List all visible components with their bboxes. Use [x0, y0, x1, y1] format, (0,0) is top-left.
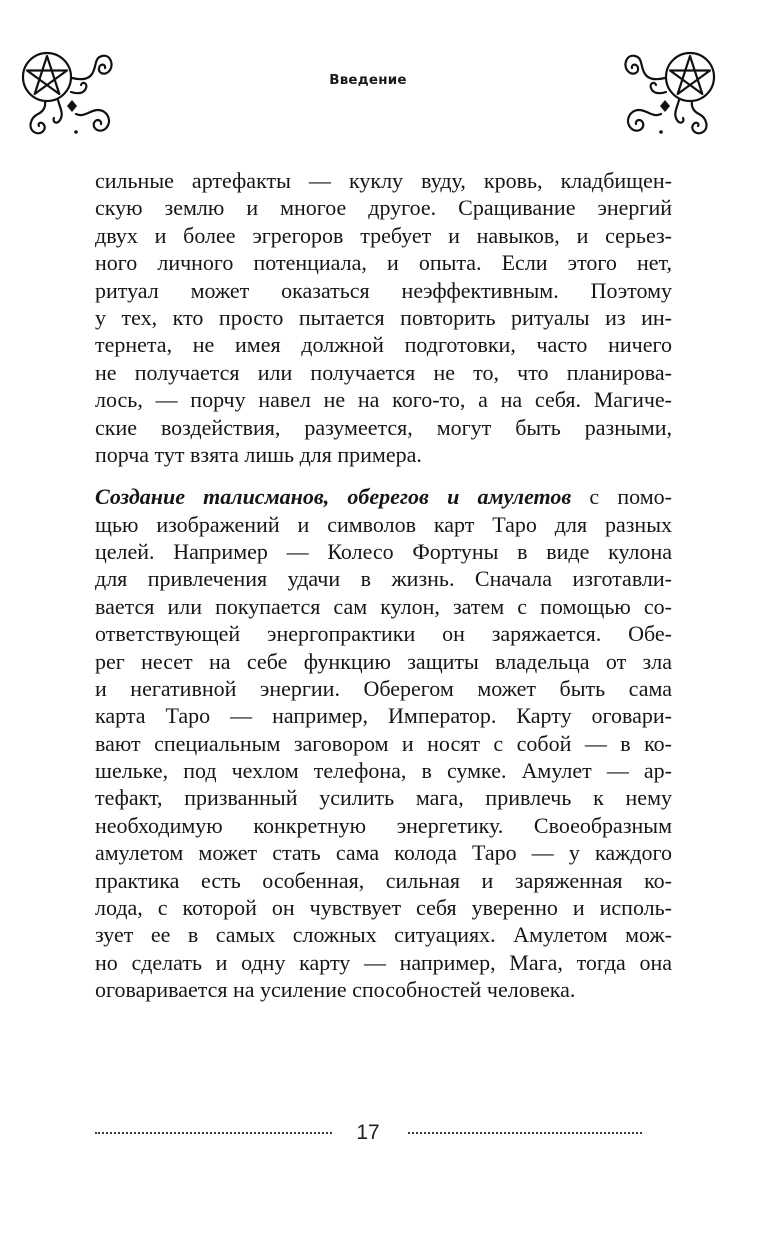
text-line: но сделать и одну карту — например, Мага, тогда она [95, 949, 672, 975]
text-line: порча тут взята лишь для примера. [95, 441, 422, 467]
swirl-lower-left [31, 101, 46, 133]
text-line: сильные артефакты — куклу вуду, кровь, кладбищен- [95, 168, 672, 193]
ornament-circle [23, 53, 71, 101]
text-line: у тех, кто просто пытается повторить ритуалы из ин- [95, 304, 672, 330]
text-line: оговаривается на усиление способностей человека. [95, 977, 576, 1003]
pentagram-star-icon [670, 56, 710, 94]
swirl-small-right [71, 83, 86, 93]
ornament-diamond [67, 100, 77, 112]
ornament-dot [74, 130, 78, 134]
text-line: для привлечения удачи в жизнь. Сначала изготавли- [95, 566, 672, 592]
swirl-small-right [651, 83, 666, 93]
ornament-circle [666, 53, 714, 101]
text-line: скую землю и многое другое. Сращивание энергий [95, 195, 672, 221]
text-line [95, 483, 672, 510]
ornament-dot [659, 130, 663, 134]
text-line: лода, с которой он чувствует себя уверенно и исполь- [95, 895, 672, 921]
text-line: шельке, под чехлом телефона, в сумке. Амулет — ар- [95, 758, 672, 784]
text-line: двух и более эгрегоров требует и навыков, и серьез- [95, 222, 672, 248]
swirl-small-center [675, 100, 683, 123]
pentagram-ornament-icon [623, 48, 723, 148]
paragraph-1 [95, 167, 672, 468]
swirl-lower-left [692, 101, 707, 133]
text-line: целей. Например — Колесо Фортуны в виде кулона [95, 538, 672, 564]
footer-dotted-leader-left [95, 1132, 332, 1134]
swirl-lower-right [76, 110, 109, 131]
text-line: ские воздействия, разумеется, могут быть разными, [95, 414, 672, 440]
text-line: рег несет на себе функцию защиты владельца от зла [95, 648, 672, 674]
text-line-rest: с помо- [571, 484, 673, 510]
page-number: 17 [356, 1121, 380, 1144]
text-line: вается или покупается сам кулон, затем с помощью со- [95, 593, 672, 619]
paragraph-lead-emphasis: Создание талисманов, оберегов и амулетов [95, 484, 572, 510]
swirl-upper-right [72, 56, 112, 79]
pentagram-ornament-left-svg [14, 48, 114, 148]
ornament-diamond [660, 100, 670, 112]
text-line: щью изображений и символов карт Таро для разных [95, 511, 672, 537]
body-text [95, 167, 672, 1004]
text-line: вают специальным заговором и носят с собой — в ко- [95, 730, 672, 756]
text-line: лось, — порчу навел не на кого-то, а на себя. Магиче- [95, 387, 672, 413]
text-line: практика есть особенная, сильная и заряженная ко- [95, 867, 672, 893]
text-line: тефакт, призванный усилить мага, привлечь к нему [95, 785, 672, 811]
text-line: необходимую конкретную энергетику. Своеобразным [95, 812, 672, 838]
swirl-upper-right [625, 56, 665, 79]
swirl-small-center [54, 100, 62, 123]
pentagram-ornament-right-svg [623, 48, 723, 148]
text-line: ритуал может оказаться неэффективным. Поэтому [95, 277, 672, 303]
paragraph-2 [95, 483, 672, 1003]
text-line: зует ее в самых сложных ситуациях. Амулетом мож- [95, 922, 672, 948]
footer-dotted-leader-right [408, 1132, 642, 1134]
text-line: тернета, не имея должной подготовки, часто ничего [95, 332, 672, 358]
pentagram-ornament-icon [14, 48, 114, 148]
text-line: и негативной энергии. Оберегом может быть сама [95, 675, 672, 701]
text-line: карта Таро — например, Император. Карту оговари- [95, 703, 672, 729]
text-line: не получается или получается не то, что планирова- [95, 359, 672, 385]
text-line: ответствующей энергопрактики он заряжается. Обе- [95, 621, 672, 647]
pentagram-star-icon [27, 56, 67, 94]
swirl-lower-right [628, 110, 661, 131]
running-head-title: Введение [329, 72, 407, 88]
text-line: амулетом может стать сама колода Таро — у каждого [95, 840, 672, 866]
text-line: ного личного потенциала, и опыта. Если этого нет, [95, 250, 672, 276]
